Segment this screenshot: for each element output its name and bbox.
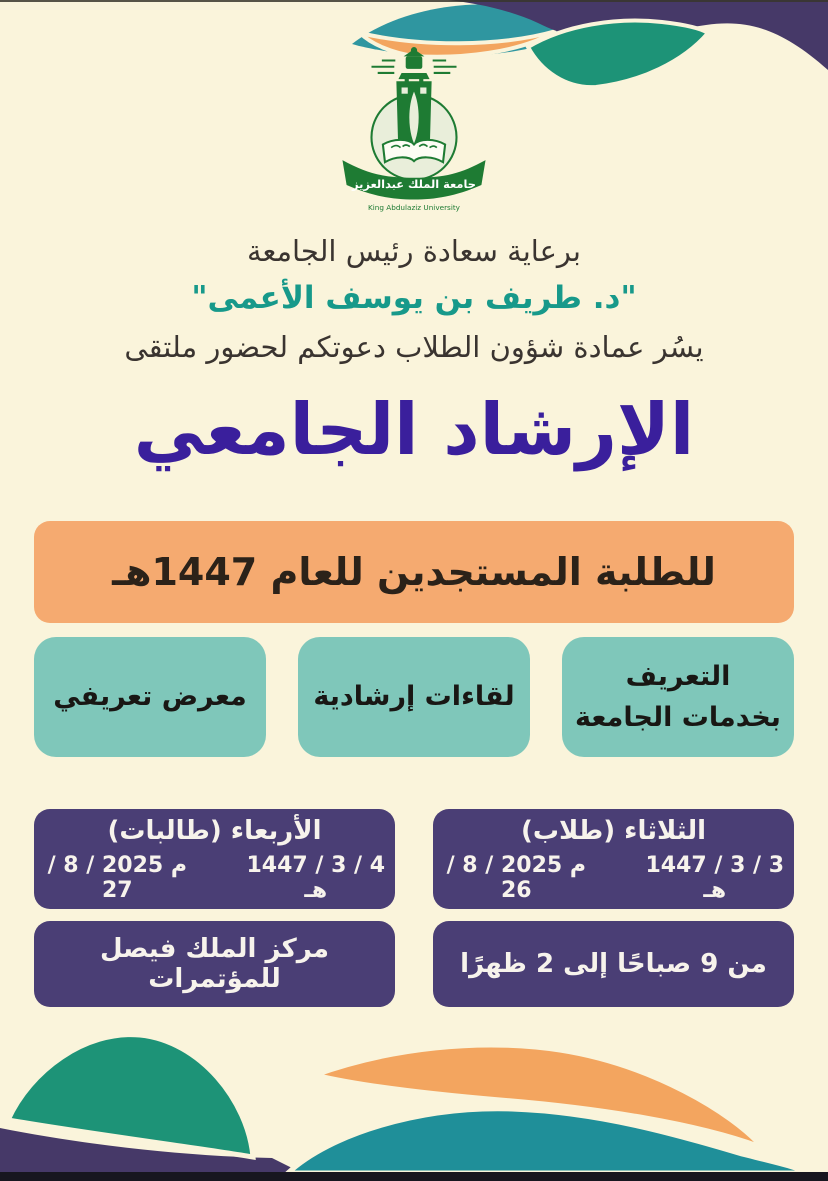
feature-card-services: التعريف بخدمات الجامعة — [562, 637, 794, 757]
session-card-male-students — [433, 809, 794, 909]
patronage-line: برعاية سعادة رئيس الجامعة — [246, 234, 582, 268]
feature-card-exhibition: معرض تعريفي — [34, 637, 266, 757]
session-dates — [433, 853, 794, 903]
president-name: "د. طريف بن يوسف الأعمى" — [191, 280, 637, 316]
time-card: من 9 صباحًا إلى 2 ظهرًا — [433, 921, 794, 1007]
feature-card-meetings: لقاءات إرشادية — [298, 637, 530, 757]
session-gregorian-date: م 2025 / 8 / 27 — [47, 852, 187, 903]
logo-subtext: King Abdulaziz University — [368, 202, 460, 212]
event-title: الإرشاد الجامعي — [133, 388, 695, 471]
top-hairline — [0, 0, 828, 2]
features-row — [34, 637, 794, 757]
session-day: الأربعاء (طالبات) — [107, 815, 322, 846]
session-hijri-date: 3 / 3 / 1447 هـ — [645, 852, 785, 903]
audience-banner: للطلبة المستجدين للعام 1447هـ — [34, 521, 794, 623]
venue-card: مركز الملك فيصل للمؤتمرات — [34, 921, 395, 1007]
bottom-wave-decoration — [0, 1016, 828, 1181]
university-logo — [334, 46, 494, 214]
info-row — [34, 921, 794, 1007]
session-dates — [34, 853, 395, 903]
session-hijri-date: 4 / 3 / 1447 هـ — [246, 852, 386, 903]
session-day: الثلاثاء (طلاب) — [520, 815, 707, 846]
poster-content — [0, 46, 828, 1007]
sessions-row — [34, 809, 794, 909]
session-gregorian-date: م 2025 / 8 / 26 — [446, 852, 586, 903]
session-card-female-students — [34, 809, 395, 909]
bottom-dark-strip — [0, 1172, 828, 1181]
logo-ribbon-text: جامعة الملك عبدالعزيز — [352, 177, 476, 192]
logo-open-book-icon — [383, 140, 445, 162]
invitation-line: يسُر عمادة شؤون الطلاب دعوتكم لحضور ملتقى — [124, 330, 704, 364]
